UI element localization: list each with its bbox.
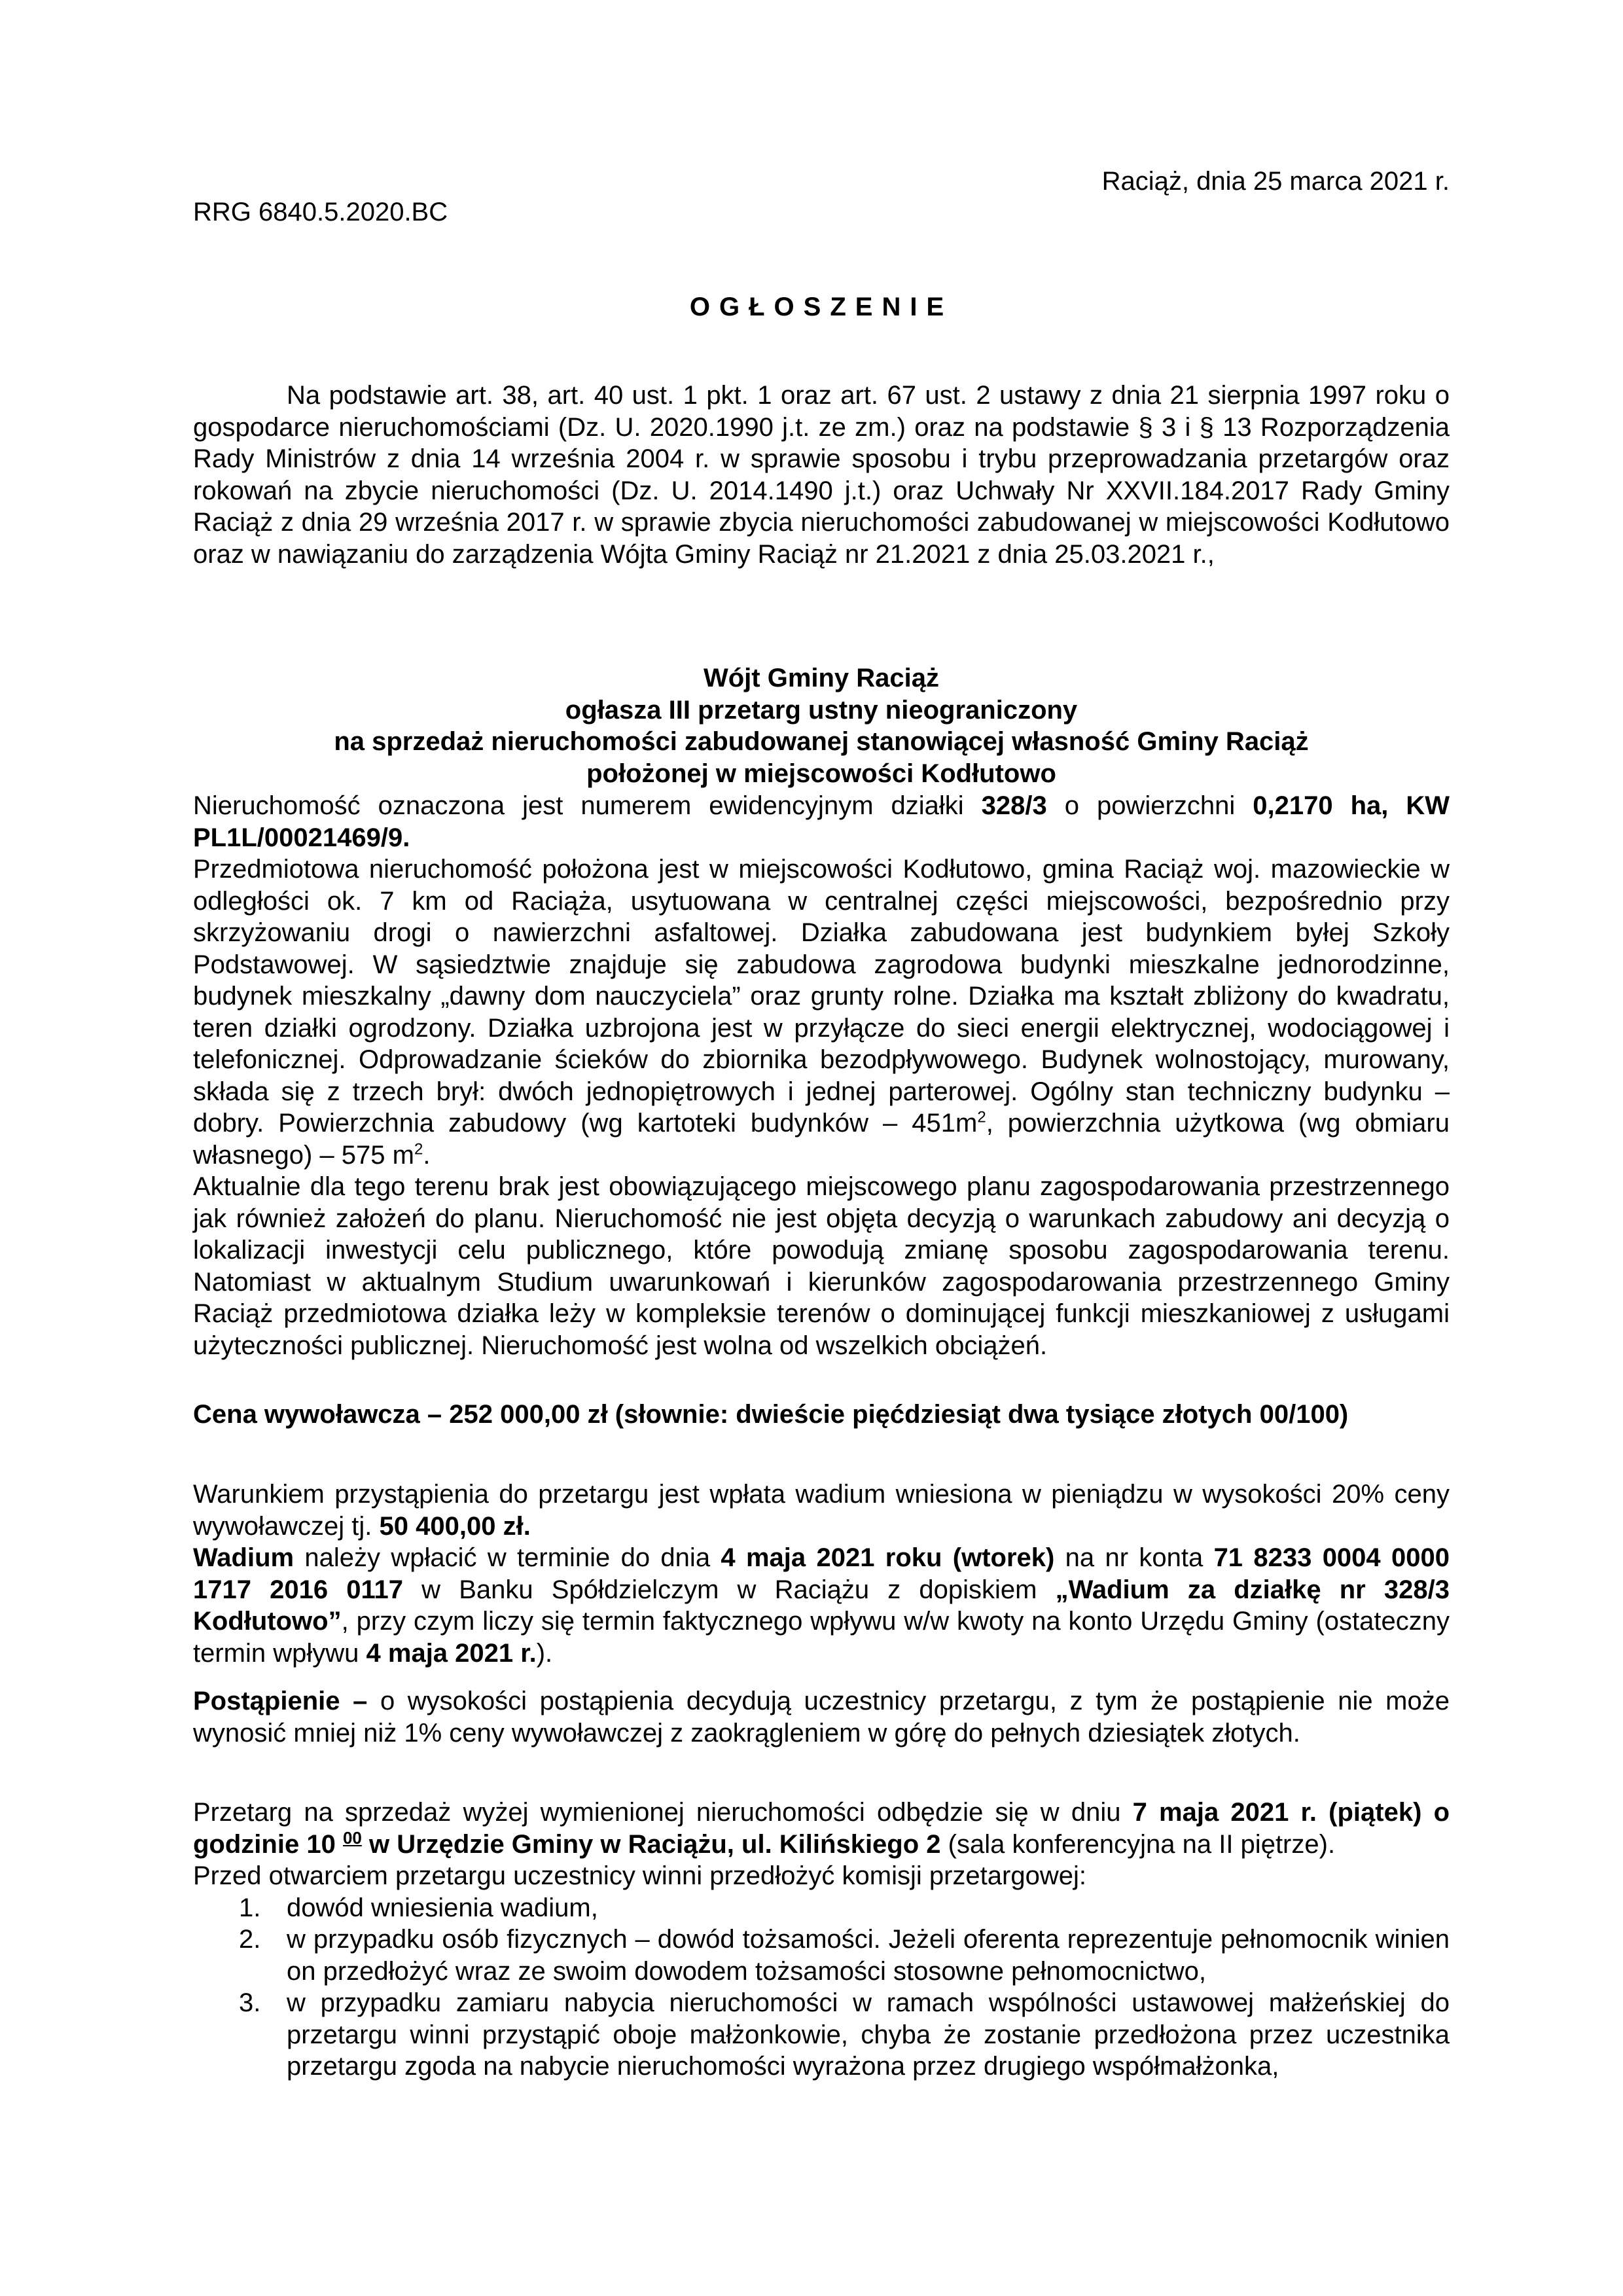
heading-line-4: położonej w miejscowości Kodłutowo [586,759,1056,788]
auction-section [193,1797,1450,2083]
reference-number: RRG 6840.5.2020.BC [193,198,448,226]
property-intro: Nieruchomość oznaczona jest numerem ewidencyjnym działki [193,791,982,820]
deposit-text-4: w Banku Spółdzielczym w Raciążu z dopiskiem [403,1575,1056,1604]
heading-line-2: ogłasza III przetarg ustny nieograniczony [565,695,1078,725]
plot-number: 328/3 [981,791,1047,820]
deposit-text-2: należy wpłacić w terminie do dnia [294,1543,721,1572]
legal-basis-paragraph [193,380,1450,570]
deposit-amount: 50 400,00 zł. [379,1511,531,1541]
list-number: 2. [239,1925,261,1954]
deposit-text-3: na nr konta [1054,1543,1214,1572]
starting-price: Cena wywoławcza – 252 000,00 zł (słownie: dwieście pięćdziesiąt dwa tysiące złotych 00/100) [193,1400,1349,1429]
increment-label: Postąpienie – [193,1687,368,1715]
deposit-text-6: ). [536,1638,553,1668]
details-text-b: , powierzchnia użytkowa (wg obmiaru własnego) – 575 m [193,1109,1450,1170]
auction-text-2: (sala konferencyjna na II piętrze). [940,1829,1336,1859]
auction-text-1: Przetarg na sprzedaż wyżej wymienionej nieruchomości odbędzie się w dniu [193,1798,1133,1827]
deposit-deadline: 4 maja 2021 roku (wtorek) [721,1543,1055,1572]
list-item [193,1924,1450,1987]
final-deadline: 4 maja 2021 r. [366,1638,537,1668]
deposit-payment-paragraph [193,1542,1450,1669]
list-text: w przypadku osób fizycznych – dowód tożsamości. Jeżeli oferenta reprezentuje pełnomocnik winien on przedłożyć wraz ze swoim dowodem tożsamości stosowne pełnomocnictwo, [287,1925,1450,1986]
auction-date: 7 maja 2021 r. (piątek) o godzinie 10 [193,1798,1450,1859]
legal-basis-text: Na podstawie art. 38, art. 40 ust. 1 pkt. 1 oraz art. 67 ust. 2 ustawy z dnia 21 sierpnia 1997 roku o gospodarce nieruchomościami (Dz. U. 2020.1990 j.t. ze zm.) oraz na podstawie § 3 i § 13 Rozporządzenia Rady Ministrów z dnia 14 września 2004 r. w sprawie sposobu i trybu przeprowadzania przetargów oraz rokowań na zbycie nieruchomości (Dz. U. 2014.1490 j.t.) oraz Uchwały Nr XXVII.184.2017 Rady Gminy Raciąż z dnia 29 września 2017 r. w sprawie zbycia nieruchomości zabudowanej w miejscowości Kodłutowo oraz w nawiązaniu do zarządzenia Wójta Gminy Raciąż nr 21.2021 z dnia 25.03.2021 r., [193,381,1450,569]
land-register-number: KW PL1L/00021469/9. [193,791,1450,852]
details-text-c: . [423,1140,431,1170]
property-id-paragraph [193,790,1450,853]
increment-section [193,1685,1450,1749]
announcement-heading [193,662,1450,789]
auction-minutes: 00 [342,1827,362,1848]
property-details-paragraph [193,853,1450,1171]
price-section [193,1399,1450,1431]
list-number: 3. [239,1988,261,2017]
requirements-intro: Przed otwarciem przetargu uczestnicy winni przedłożyć komisji przetargowej: [193,1861,1086,1890]
plot-area: 0,2170 ha, [1253,791,1389,820]
list-item [193,1987,1450,2083]
increment-text: o wysokości postąpienia decydują uczestnicy przetargu, z tym że postąpienie nie może wynosić mniej niż 1% ceny wywoławczej z zaokrągleniem w górę do pełnych dziesiątek złotych. [193,1687,1450,1748]
requirements-list [193,1892,1450,2083]
area-prefix: o powierzchni [1046,791,1253,820]
list-text: dowód wniesienia wadium, [287,1893,598,1922]
transfer-note: „Wadium za działkę nr 328/3 Kodłutowo” [193,1575,1450,1636]
heading-line-1: Wójt Gminy Raciąż [703,664,940,692]
auction-paragraph [193,1797,1450,1860]
zoning-paragraph: Aktualnie dla tego terenu brak jest obowiązującego miejscowego planu zagospodarowania przestrzennego jak również założeń do planu. Nieruchomość nie jest objęta decyzją o warunkach zabudowy ani decyzją o lokalizacji inwestycji celu publicznego, które powodują zmianę sposobu zagospodarowania terenu. Natomiast w aktualnym Studium uwarunkowań i kierunków zagospodarowania przestrzennego Gminy Raciąż przedmiotowa działka leży w kompleksie terenów o dominującej funkcji mieszkaniowej z usługami użyteczności publicznej. Nieruchomość jest wolna od wszelkich obciążeń. [193,1172,1450,1360]
deposit-text-5: , przy czym liczy się termin faktycznego wpływu w/w kwoty na konto Urzędu Gminy (ostateczny termin wpływu [193,1607,1450,1668]
details-text-a: Przedmiotowa nieruchomość położona jest w miejscowości Kodłutowo, gmina Raciąż woj. mazowieckie w odległości ok. 7 km od Raciąża, usytuowana w centralnej części miejscowości, bezpośrednio przy skrzyżowaniu drogi o nawierzchni asfaltowej. Działka zabudowana jest budynkiem byłej Szkoły Podstawowej. W sąsiedztwie znajduje się zabudowa zagrodowa budynki mieszkalne jednorodzinne, budynek mieszkalny „dawny dom nauczyciela” oraz grunty rolne. Działka ma kształt zbliżony do kwadratu, teren działki ogrodzony. Działka uzbrojona jest w przyłącze do sieci energii elektrycznej, wodociągowej i telefonicznej. Odprowadzanie ścieków do zbiornika bezodpływowego. Budynek wolnostojący, murowany, składa się z trzech brył: dwóch jednopiętrowych i jednej parterowej. Ogólny stan techniczny budynku – dobry. Powierzchnia zabudowy (wg kartoteki budynków – 451m [193,855,1450,1138]
increment-paragraph [193,1685,1450,1749]
list-item [193,1892,1450,1924]
sup-b: 2 [414,1140,423,1158]
list-text: w przypadku zamiaru nabycia nieruchomości w ramach wspólności ustawowej małżeńskiej do przetargu winni przystąpić oboje małżonkowie, chyba że zostanie przedłożona przez uczestnika przetargu zgoda na nabycie nieruchomości wyrażona przez drugiego współmałżonka, [287,1988,1450,2081]
sup-a: 2 [977,1108,986,1126]
page-title: OGŁOSZENIE [689,293,954,321]
deposit-paragraph [193,1479,1450,1542]
date-line: Raciąż, dnia 25 marca 2021 r. [1101,167,1450,196]
heading-line-3: na sprzedaż nieruchomości zabudowanej stanowiącej własność Gminy Raciąż [334,727,1309,756]
auction-place: w Urzędzie Gminy w Raciążu, ul. Kilińskiego 2 [361,1829,941,1859]
list-number: 1. [239,1893,261,1922]
deposit-section [193,1479,1450,1669]
deposit-label: Wadium [193,1543,294,1572]
bank-account-number: 71 8233 0004 0000 1717 2016 0117 [193,1543,1450,1604]
property-description [193,790,1450,1361]
deposit-condition: Warunkiem przystąpienia do przetargu jest wpłata wadium wniesiona w pieniądzu w wysokości 20% ceny wywoławczej tj. [193,1480,1450,1541]
